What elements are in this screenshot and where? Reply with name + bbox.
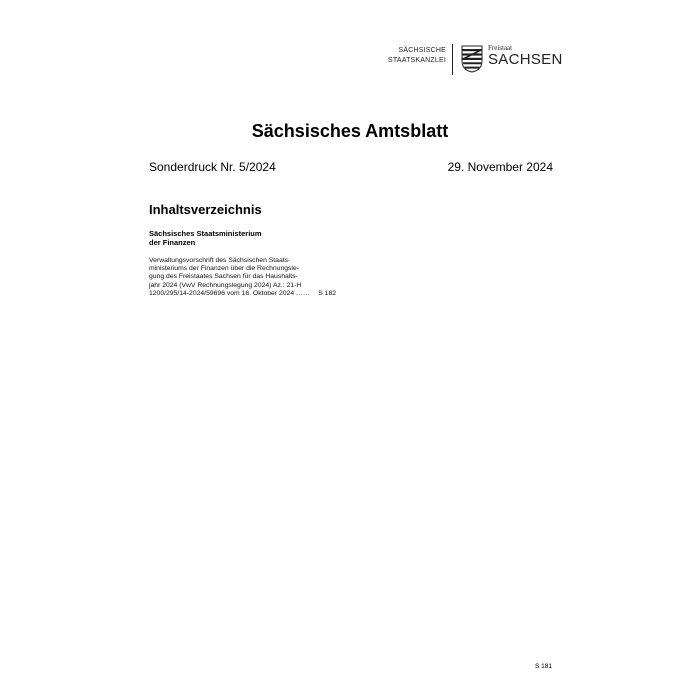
toc-section — [149, 229, 345, 298]
logo-divider — [452, 44, 453, 75]
logo-left-line2: STAATSKANZLEI — [388, 57, 446, 64]
logo-left-line1: SÄCHSISCHE — [398, 47, 446, 54]
toc-page-reference[interactable]: S 182 — [318, 289, 337, 297]
ministry-heading — [149, 229, 345, 247]
ministry-line2: der Finanzen — [149, 238, 196, 247]
toc-entry-line: gung des Freistaates Sachsen für das Haushalts- — [149, 273, 298, 281]
footer-page-number: S 181 — [535, 663, 552, 670]
toc-entry-line: ministeriums der Finanzen über die Rechnungsle- — [149, 265, 299, 273]
freistaat-sachsen-wordmark — [488, 44, 563, 68]
logo-sachsen: SACHSEN — [488, 51, 563, 68]
logo-freistaat: Freistaat — [488, 44, 513, 52]
toc-leader-dots: ...... — [296, 289, 311, 297]
saxony-coat-of-arms-icon — [461, 45, 483, 73]
issue-number: Sonderdruck Nr. 5/2024 — [149, 160, 276, 174]
toc-entry-line: 1200/295/14-2024/59696 vom 16. Oktober 2024 — [149, 289, 295, 297]
toc-entry[interactable] — [149, 257, 345, 298]
header-logo — [382, 44, 563, 76]
document-title: Sächsisches Amtsblatt — [251, 121, 449, 141]
toc-entry-last-line — [149, 290, 345, 298]
issue-date: 29. November 2024 — [447, 160, 553, 174]
toc-entry-line: Verwaltungsvorschrift des Sächsischen Staats- — [149, 257, 291, 264]
toc-heading: Inhaltsverzeichnis — [149, 202, 262, 217]
ministry-line1: Sächsisches Staatsministerium — [149, 229, 262, 238]
staatskanzlei-wordmark — [382, 46, 446, 66]
toc-entry-line: jahr 2024 (VwV Rechnungslegung 2024) Az.: 21-H — [149, 281, 302, 289]
